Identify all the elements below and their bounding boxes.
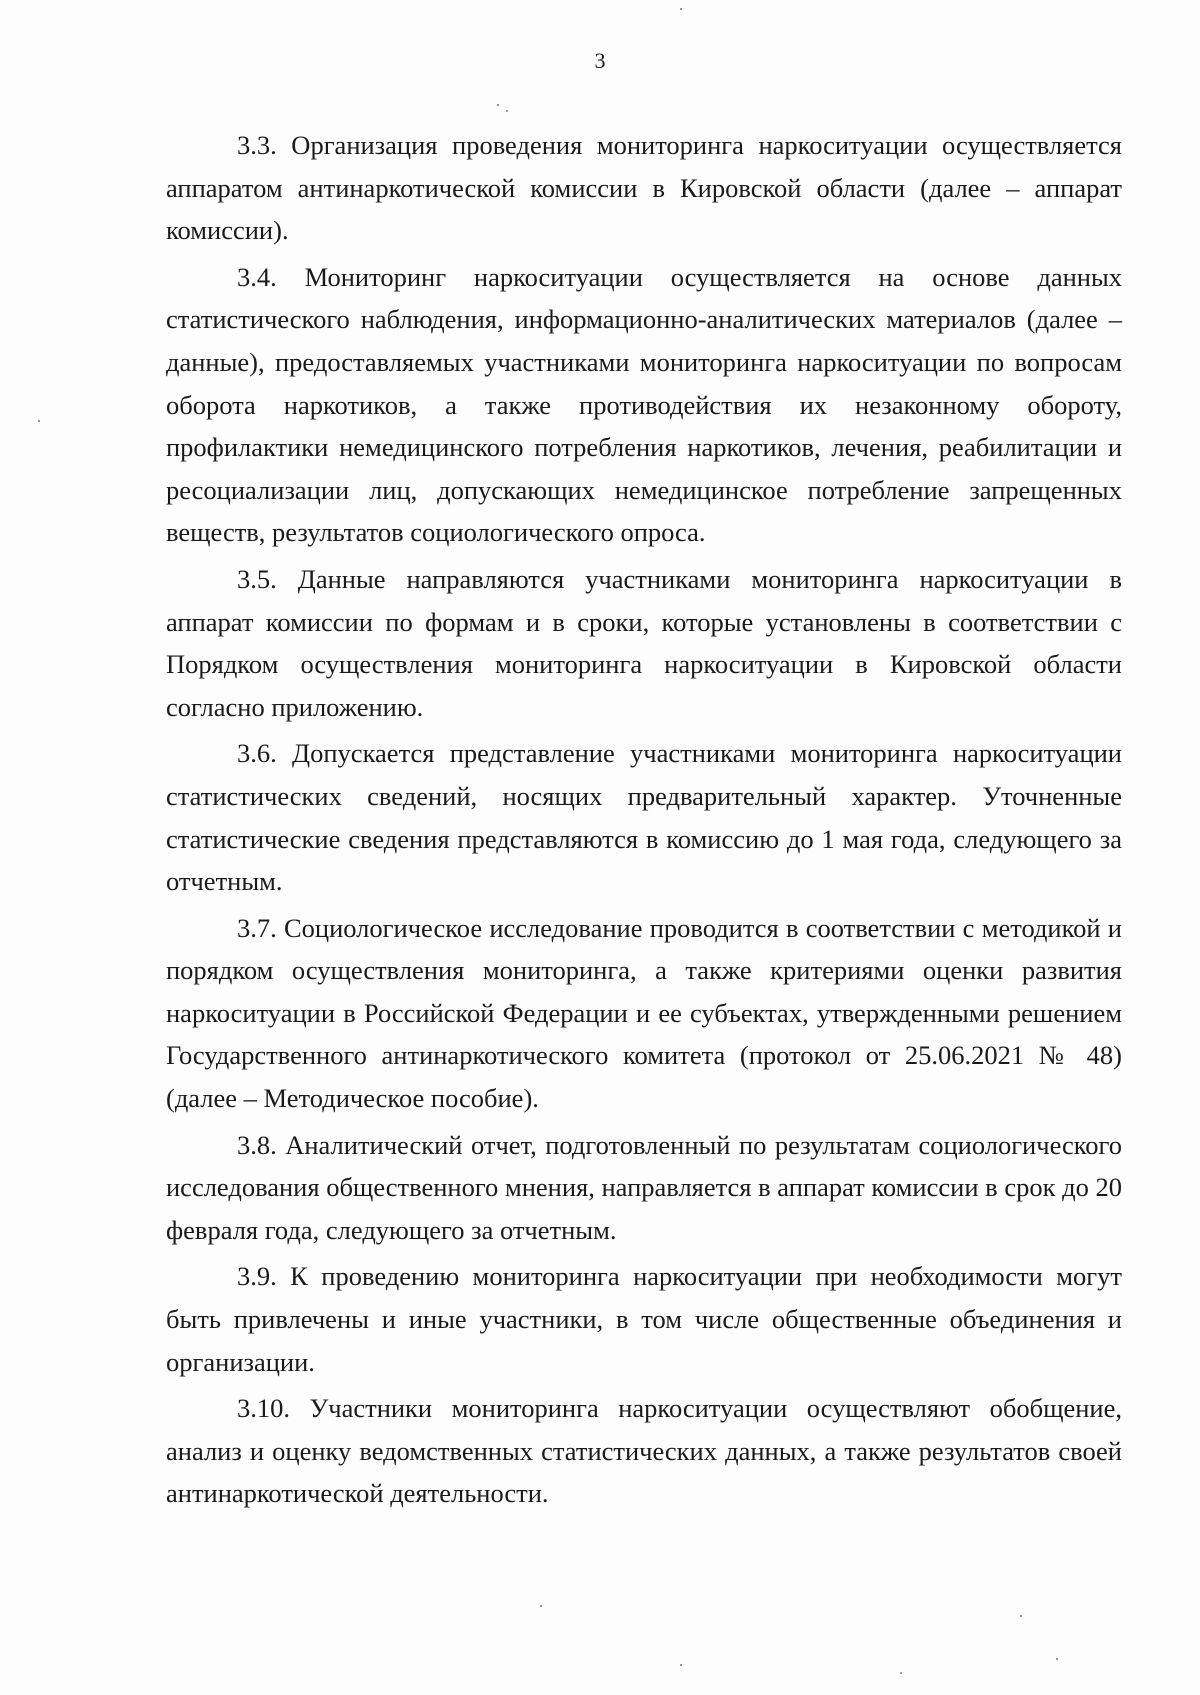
paragraph-3-5: 3.5. Данные направляются участниками мониторинга наркоситуации в аппарат комиссии по формам и в сроки, которые установлены в соответствии с Порядком осуществления мониторинга наркоситуации в Кировской области согласно приложению. — [166, 563, 1122, 722]
scan-speck — [506, 110, 508, 112]
paragraph-3-9: 3.9. К проведению мониторинга наркоситуации при необходимости могут быть привлечены и иные участники, в том числе общественные объединения и организации. — [166, 1261, 1122, 1377]
scan-speck — [540, 1605, 542, 1607]
scan-speck — [497, 104, 499, 106]
paragraph-3-6: 3.6. Допускается представление участниками мониторинга наркоситуации статистических сведений, носящих предварительный характер. Уточненные статистические сведения представляются в комиссию до 1 мая года, следующего за отчетным. — [166, 738, 1122, 897]
scan-speck — [680, 8, 682, 10]
document-body — [166, 124, 1122, 1515]
paragraph-3-8: 3.8. Аналитический отчет, подготовленный по результатам социологического исследования общественного мнения, направляется в аппарат комиссии в срок до 20 февраля года, следующего за отчетным. — [166, 1129, 1122, 1245]
scan-speck — [900, 1672, 902, 1674]
paragraph-3-10: 3.10. Участники мониторинга наркоситуации осуществляют обобщение, анализ и оценку ведомственных статистических данных, а также результатов своей антинаркотической деятельности. — [166, 1393, 1122, 1509]
page-number: 3 — [594, 48, 606, 73]
scan-speck — [1056, 1658, 1058, 1660]
paragraph-3-3: 3.3. Организация проведения мониторинга наркоситуации осуществляется аппаратом антинаркотической комиссии в Кировской области (далее – аппарат комиссии). — [166, 130, 1122, 246]
scan-speck — [1020, 1615, 1022, 1617]
paragraph-3-4: 3.4. Мониторинг наркоситуации осуществляется на основе данных статистического наблюдения, информационно-аналитических материалов (далее – данные), предоставляемых участниками мониторинга наркоситуации по вопросам оборота наркотиков, а также противодействия их незаконному обороту, профилактики немедицинского потребления наркотиков, лечения, реабилитации и ресоциализации лиц, допускающих немедицинское потребление запрещенных веществ, результатов социологического опроса. — [166, 261, 1122, 548]
paragraph-3-7: 3.7. Социологическое исследование проводится в соответствии с методикой и порядком осуществления мониторинга, а также критериями оценки развития наркоситуации в Российской Федерации и ее субъектах, утвержденными решением Государственного антинаркотического комитета (протокол от 25.06.2021 № 48) (далее – Методическое пособие). — [166, 912, 1122, 1114]
scan-speck — [38, 420, 40, 422]
scan-speck — [680, 1664, 682, 1666]
